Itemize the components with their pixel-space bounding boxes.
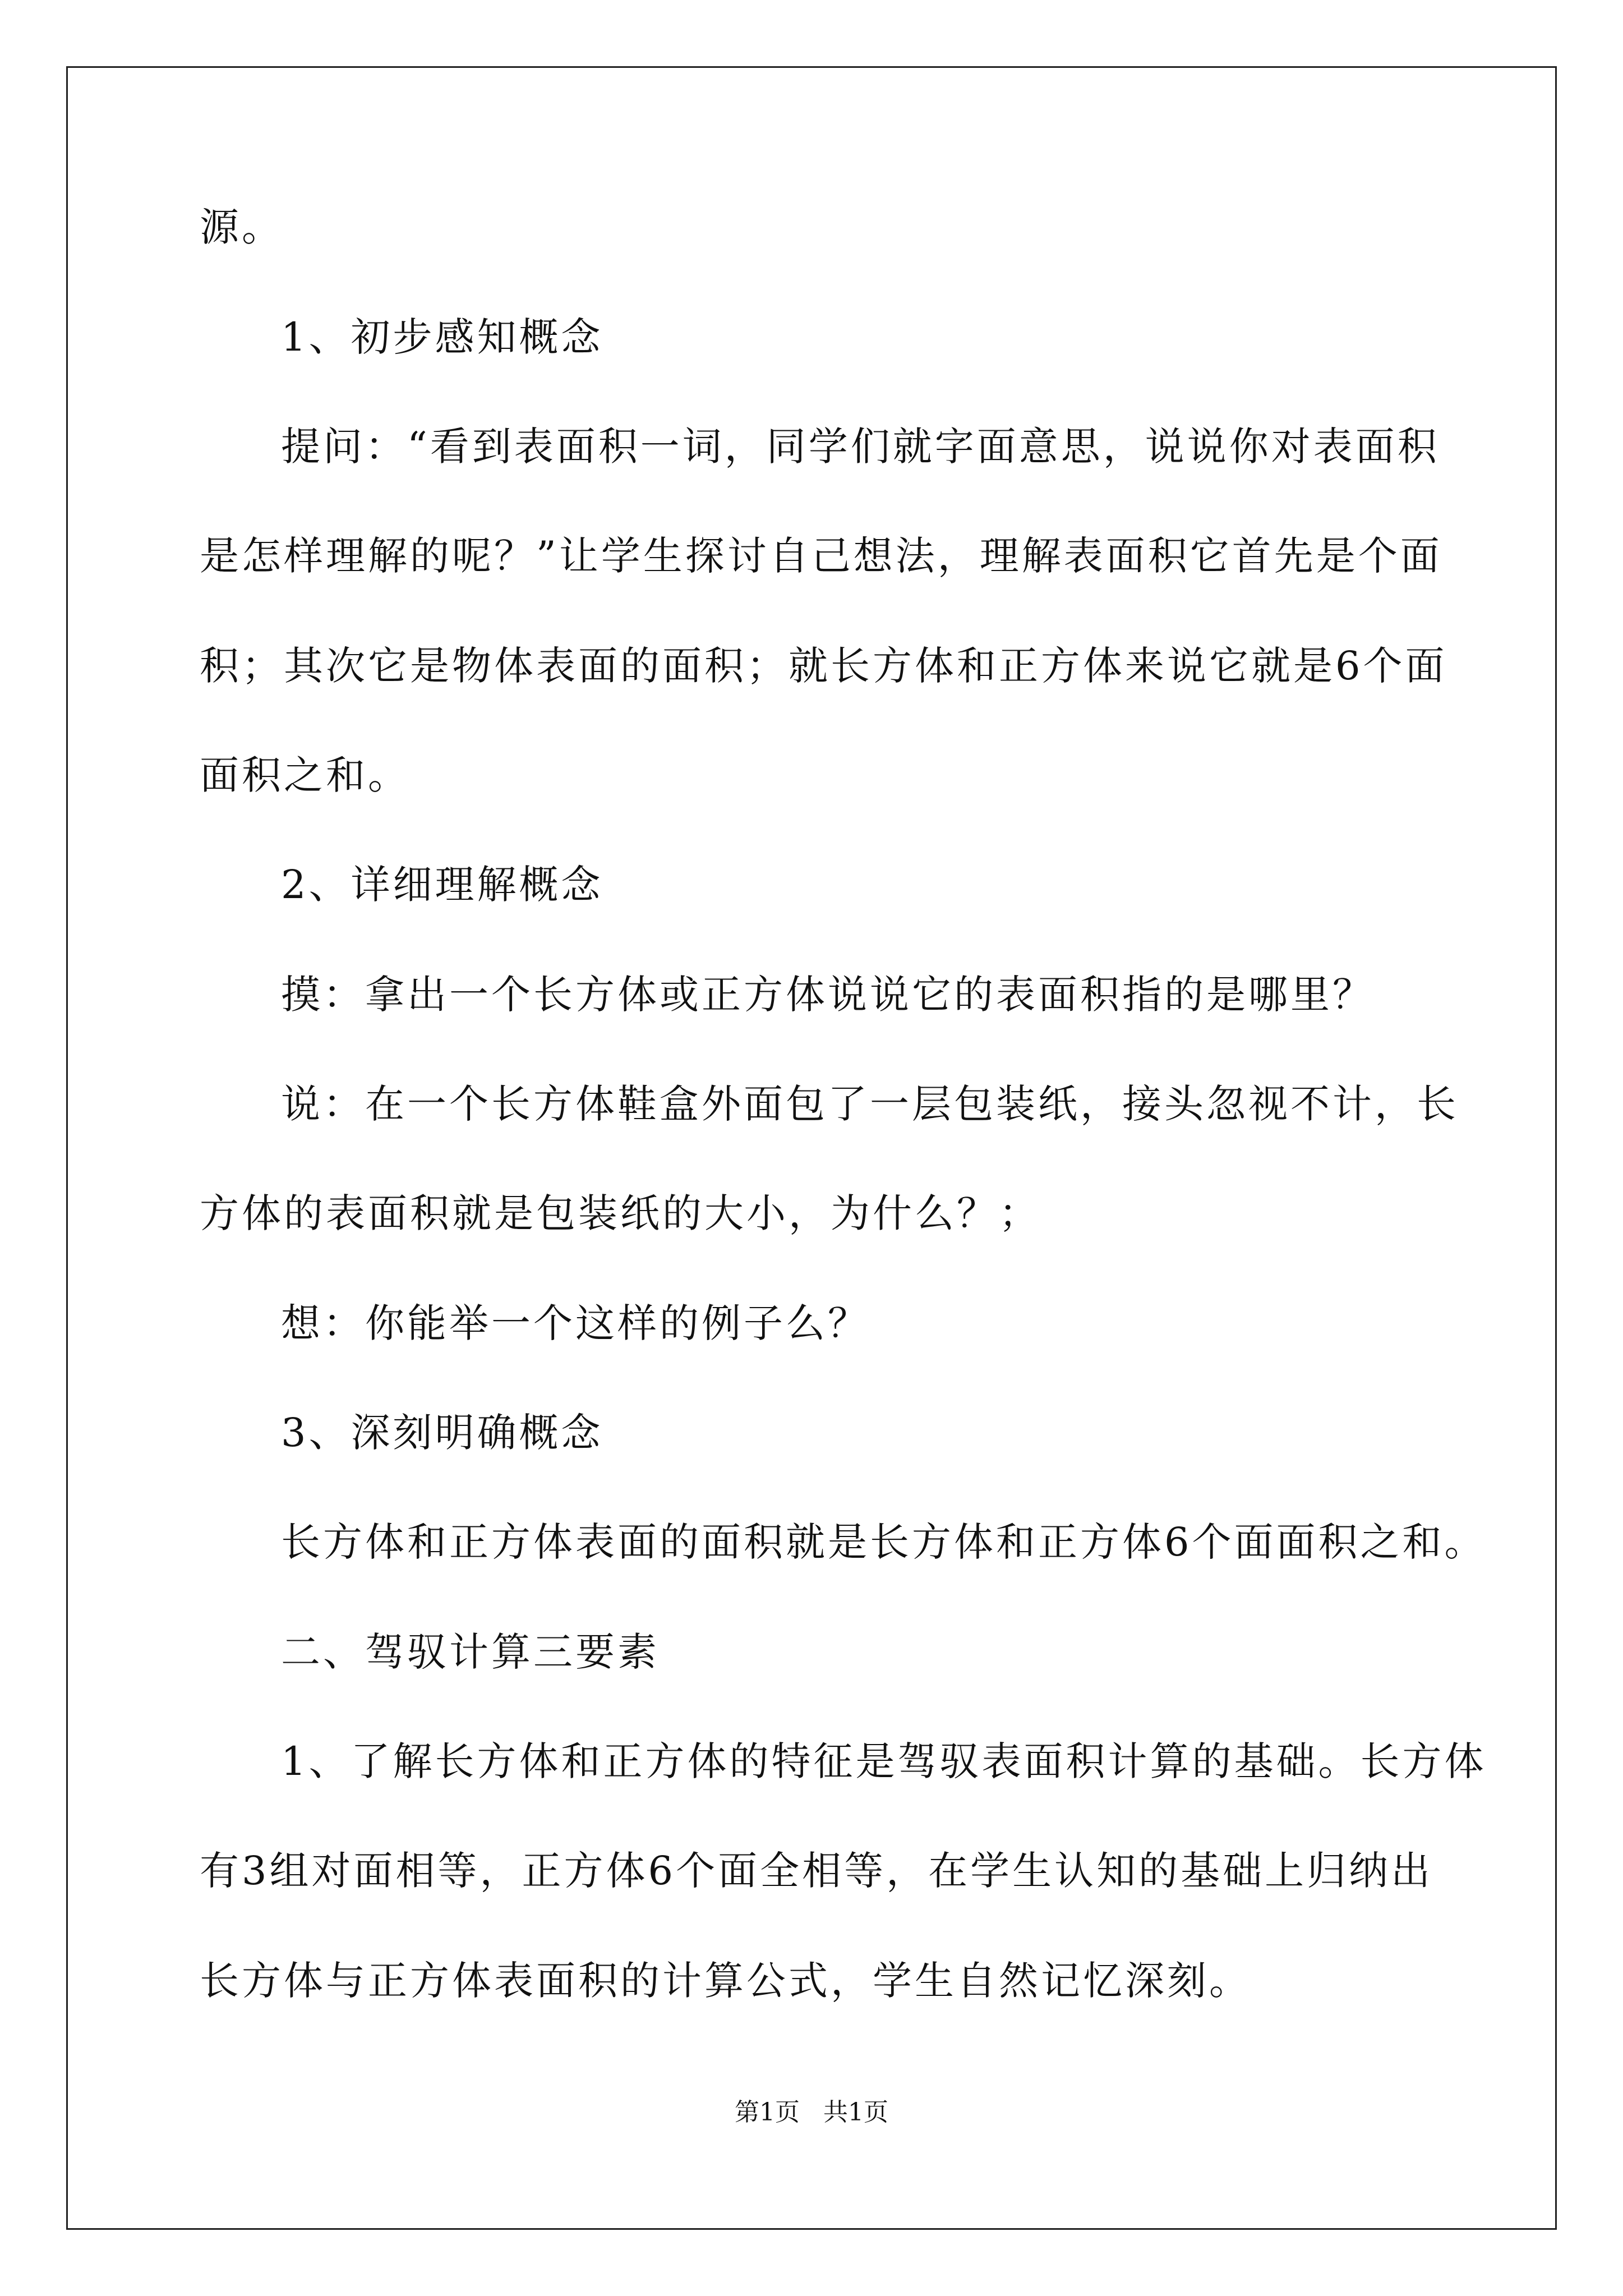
text-line: 面积之和。 — [200, 752, 410, 798]
section-heading: 3、深刻明确概念 — [281, 1410, 603, 1456]
text-line: 说：在一个长方体鞋盒外面包了一层包装纸，接头忽视不计，长 — [281, 1081, 1459, 1127]
section-heading: 二、驾驭计算三要素 — [281, 1629, 660, 1675]
text-line: 积；其次它是物体表面的面积；就长方体和正方体来说它就是6个面 — [200, 643, 1447, 689]
text-line: 1、了解长方体和正方体的特征是驾驭表面积计算的基础。长方体 — [281, 1738, 1487, 1784]
page-total: 共1页 — [823, 2098, 888, 2127]
section-heading: 2、详细理解概念 — [281, 862, 603, 908]
text-line: 是怎样理解的呢？”让学生探讨自己想法，理解表面积它首先是个面 — [200, 533, 1442, 579]
text-line: 摸：拿出一个长方体或正方体说说它的表面积指的是哪里？ — [281, 972, 1375, 1018]
page-number: 第1页 — [735, 2098, 800, 2127]
text-line: 长方体和正方体表面的面积就是长方体和正方体6个面面积之和。 — [281, 1519, 1487, 1565]
text-line: 源。 — [200, 204, 284, 250]
text-line: 提问：“看到表面积一词，同学们就字面意思，说说你对表面积 — [281, 424, 1440, 470]
page-border — [66, 66, 1557, 2230]
text-line: 有3组对面相等，正方体6个面全相等，在学生认知的基础上归纳出 — [200, 1848, 1433, 1894]
section-heading: 1、初步感知概念 — [281, 314, 603, 360]
text-line: 想：你能举一个这样的例子么？ — [281, 1300, 870, 1346]
page-footer — [0, 2096, 1623, 2129]
text-line: 长方体与正方体表面积的计算公式，学生自然记忆深刻。 — [200, 1958, 1251, 2004]
text-line: 方体的表面积就是包装纸的大小，为什么？； — [200, 1190, 1041, 1236]
